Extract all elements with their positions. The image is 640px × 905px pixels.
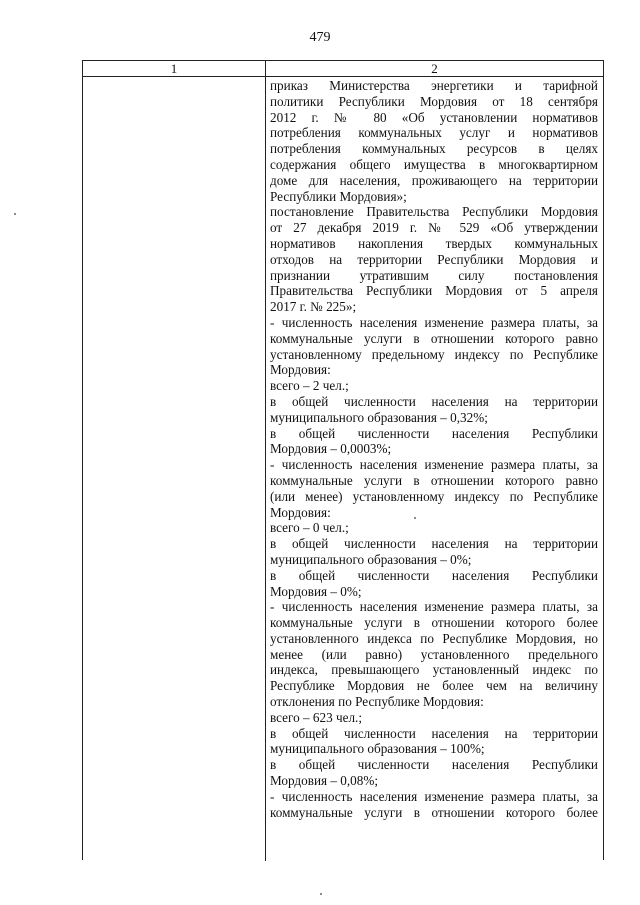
column-divider [265,61,266,861]
table-header-row [83,61,603,77]
text-line: всего – 623 чел.; [270,709,362,725]
text-line: Правительства Республики Мордовия от 5 апреля [270,283,598,299]
text-line: в общей численности населения Республики [270,757,598,773]
text-line: в общей численности населения Республики [270,567,598,583]
text-line: всего – 0 чел.; [270,520,349,536]
text-line: коммунальные услуги в отношении которого равно [270,472,598,488]
text-line: Мордовия: [270,362,331,378]
text-line: 2012 г. № 80 «Об установлении нормативов [270,109,598,125]
text-line: потребления коммунальных ресурсов в целях [270,141,598,157]
text-line: отходов на территории Республики Мордовия и [270,251,598,267]
text-line: признании утратившим силу постановления [270,267,598,283]
document-table [82,60,604,860]
text-line: приказ Министерства энергетики и тарифной [270,78,598,93]
text-line: 2017 г. № 225»; [270,299,357,315]
text-line: Мордовия – 0%; [270,583,362,599]
text-line: муниципального образования – 100%; [270,741,485,757]
text-line: содержания общего имущества в многоквартирном [270,156,598,172]
column-header-1: 1 [170,61,178,76]
text-line: постановление Правительства Республики Мордовия [270,204,598,220]
scan-speck [14,213,16,215]
text-line: (или менее) установленному индексу по Республике [270,488,598,504]
text-line: Республики Мордовия»; [270,188,407,204]
column-header-2: 2 [431,61,438,76]
text-line: потребления коммунальных услуг и нормативов [270,125,598,141]
text-line: Мордовия – 0,08%; [270,773,378,789]
text-line: менее (или равно) установленного предельного [270,646,598,662]
text-line: политики Республики Мордовия от 18 сентября [270,93,598,109]
scan-speck [320,893,322,895]
text-line: Мордовия: [270,504,331,520]
text-line: установленному предельному индексу по Республике [270,346,598,362]
text-line: коммунальные услуги в отношении которого более [270,615,598,631]
text-line: Республике Мордовия не более чем на величину [270,678,598,694]
text-line: коммунальные услуги в отношении которого более [270,804,598,820]
text-line: - численность населения изменение размера платы, за [270,788,598,804]
text-line: доме для населения, проживающего на территории [270,172,598,188]
text-line: муниципального образования – 0,32%; [270,409,488,425]
text-line: - численность населения изменение размера платы, за [270,314,598,330]
text-line: коммунальные услуги в отношении которого равно [270,330,598,346]
text-line: отклонения по Республике Мордовия: [270,694,484,710]
table-cell-col2 [270,78,598,820]
text-line: от 27 декабря 2019 г. № 529 «Об утверждении [270,220,598,236]
text-line: в общей численности населения на территории [270,393,598,409]
scan-speck [414,517,416,519]
text-line: муниципального образования – 0%; [270,551,472,567]
text-line: всего – 2 чел.; [270,378,349,394]
text-line: Мордовия – 0,0003%; [270,441,392,457]
text-line: - численность населения изменение размера платы, за [270,599,598,615]
text-line: - численность населения изменение размера платы, за [270,457,598,473]
text-line: нормативов накопления твердых коммунальных [270,235,598,251]
text-line: установленного индекса по Республике Мордовия, но [270,630,598,646]
text-line: в общей численности населения на территории [270,725,598,741]
text-line: в общей численности населения на территории [270,536,598,552]
text-line: индекса, превышающего установленный индекс по [270,662,598,678]
page-number: 479 [309,30,331,45]
text-line: в общей численности населения Республики [270,425,598,441]
